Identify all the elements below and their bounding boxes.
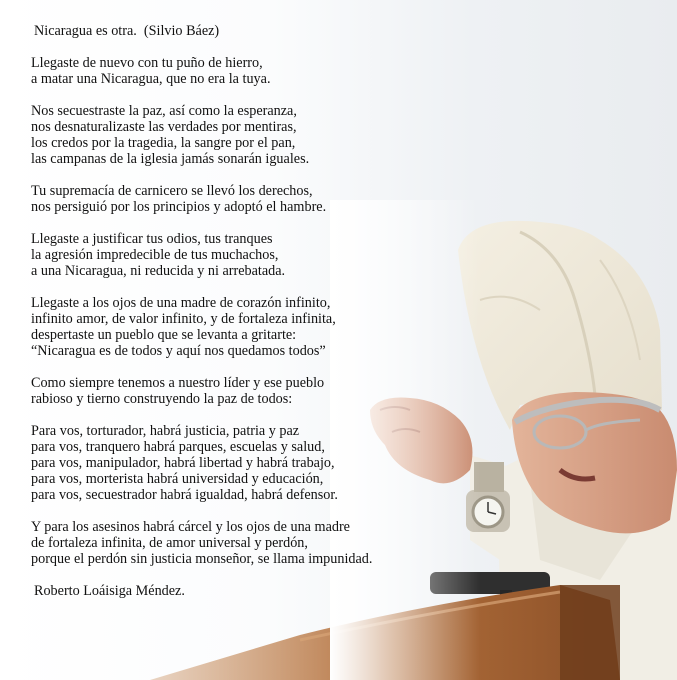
poem-line: los credos por la tragedia, la sangre por el pan, [31,135,296,151]
poem-line: Llegaste de nuevo con tu puño de hierro, [31,55,263,71]
poem-line: Llegaste a justificar tus odios, tus tranques [31,231,273,247]
poem-line: Nos secuestraste la paz, así como la esperanza, [31,103,297,119]
poem-line: Tu supremacía de carnicero se llevó los derechos, [31,183,313,199]
stanza [31,375,451,407]
stanza [31,423,451,503]
stanza [31,183,451,215]
stanza [31,295,451,359]
poem-line: Y para los asesinos habrá cárcel y los ojos de una madre [31,519,350,535]
poem-line: Para vos, torturador, habrá justicia, patria y paz [31,423,300,439]
stanza [31,103,451,167]
poem-line: infinito amor, de valor infinito, y de fortaleza infinita, [31,311,336,327]
poem-line: porque el perdón sin justicia monseñor, se llama impunidad. [31,551,373,567]
poem-line: Como siempre tenemos a nuestro líder y ese pueblo [31,375,325,391]
poem-line: a una Nicaragua, ni reducida y ni arrebatada. [31,263,286,279]
poem-line: nos desnaturalizaste las verdades por mentiras, [31,119,297,135]
poem-line: de fortaleza infinita, de amor universal y perdón, [31,535,308,551]
stanza [31,519,451,567]
stanza [31,55,451,87]
poem-line: la agresión impredecible de tus muchachos, [31,247,279,263]
poem [31,23,451,599]
poem-line: despertaste un pueblo que se levanta a gritarte: [31,327,297,343]
poem-line: rabioso y tierno construyendo la paz de todos: [31,391,293,407]
poem-title: Nicaragua es otra. (Silvio Báez) [34,23,220,39]
poem-line: a matar una Nicaragua, que no era la tuya. [31,71,271,87]
poem-line: para vos, morterista habrá universidad y educación, [31,471,324,487]
poem-line: nos persiguió por los principios y adoptó el hambre. [31,199,327,215]
poem-line: “Nicaragua es de todos y aquí nos quedamos todos” [31,343,326,359]
poem-line: Llegaste a los ojos de una madre de corazón infinito, [31,295,331,311]
poem-line: para vos, secuestrador habrá igualdad, habrá defensor. [31,487,338,503]
poem-author: Roberto Loáisiga Méndez. [34,583,185,599]
stanza [31,231,451,279]
poem-line: para vos, tranquero habrá parques, escuelas y salud, [31,439,325,455]
poem-line: las campanas de la iglesia jamás sonarán iguales. [31,151,310,167]
poem-line: para vos, manipulador, habrá libertad y habrá trabajo, [31,455,335,471]
